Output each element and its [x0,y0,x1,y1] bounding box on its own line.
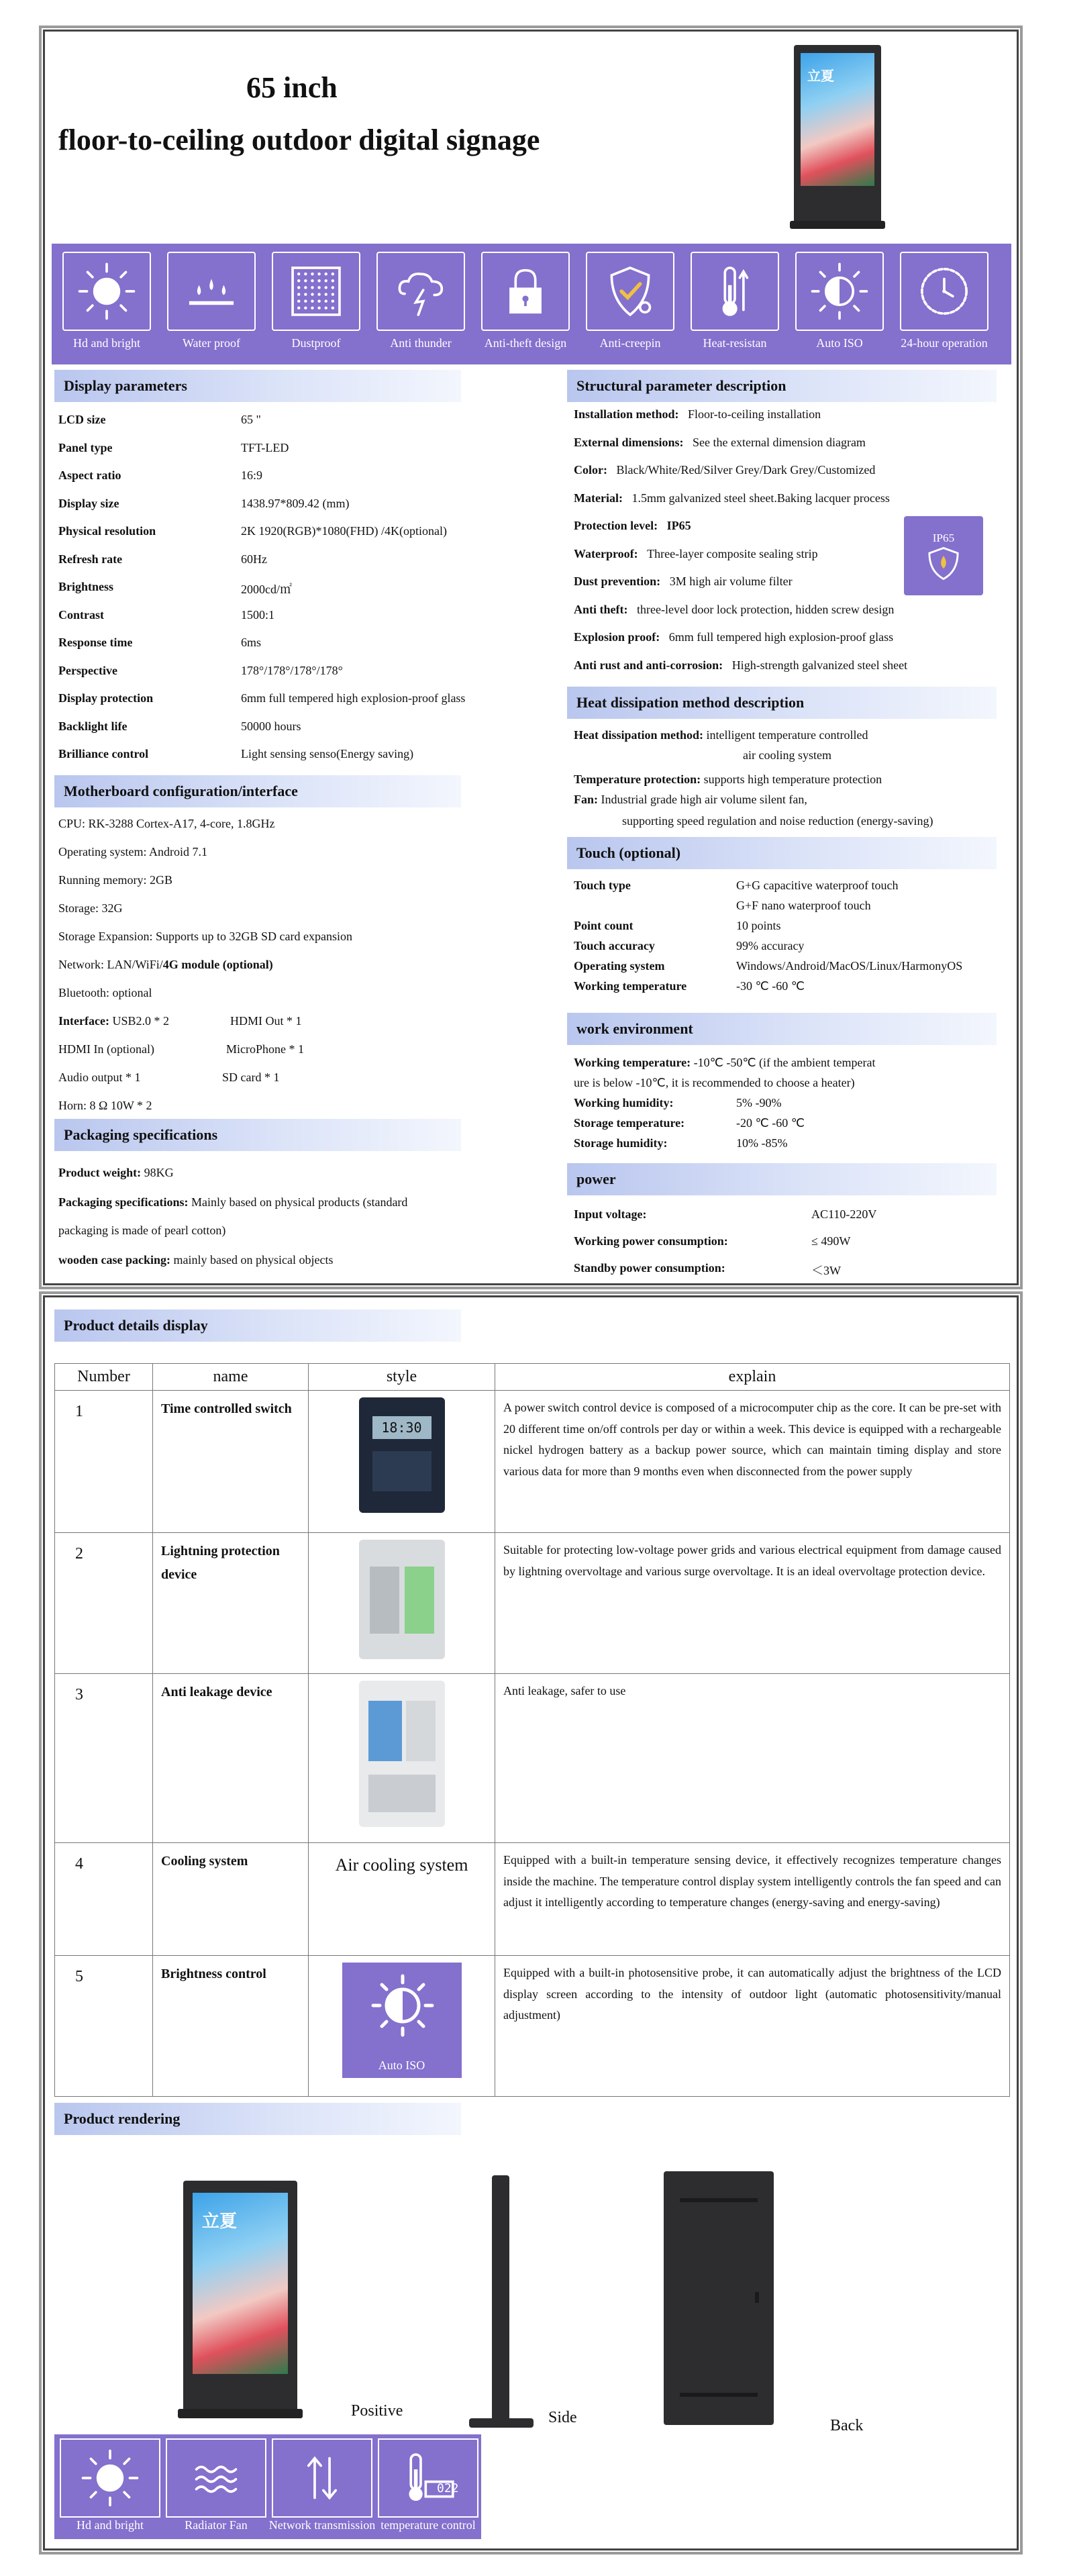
motherboard-heading: Motherboard configuration/interface [54,775,461,807]
row-name: Time controlled switch [153,1391,309,1533]
structural-value: Three-layer composite sealing strip [647,546,818,560]
structural-heading: Structural parameter description [567,370,997,402]
heat-fan: Fan: Industrial grade high air volume silent fan, [574,793,807,806]
heat-method: Heat dissipation method: intelligent temperature controlled [574,728,868,742]
mb-hdmi-out: HDMI Out * 1 [230,1014,302,1028]
display-value: 178°/178°/178°/178° [241,663,343,677]
mb-horn: Horn: 8 Ω 10W * 2 [58,1099,152,1112]
kiosk-front-image [183,2181,297,2416]
display-key: LCD size [58,413,106,426]
structural-row [574,519,691,533]
feature-label: Anti-creepin [599,336,661,350]
temp-display-text: 022 [437,2481,459,2495]
touch-key: Operating system [574,959,665,973]
label-back: Back [830,2417,864,2434]
feature-tile [795,252,884,331]
display-parameters-heading: Display parameters [54,370,461,402]
mb-hdmi-in: HDMI In (optional) [58,1042,154,1056]
feature-label: Dustproof [291,336,341,350]
feature-tile [272,252,360,331]
bottom-feature-label: Network transmission [268,2518,376,2532]
env-key: Storage humidity: [574,1136,668,1150]
feature-label: Auto ISO [816,336,863,350]
feature-label: Water proof [182,336,240,350]
time-switch-display: 18:30 [372,1416,432,1439]
touch-value: 10 points [736,919,781,932]
structural-key: Anti rust and anti-corrosion: [574,658,723,672]
display-key: Brightness [58,580,114,593]
structural-row [574,463,875,477]
structural-row [574,575,793,589]
feature-tile [376,252,465,331]
dust-grid-icon [285,260,347,322]
thermometer-icon [704,260,766,322]
feature-label: Anti thunder [390,336,452,350]
pk-spec-2: packaging is made of pearl cotton) [58,1224,226,1237]
svg-text:IP65: IP65 [932,531,955,544]
mb-os: Operating system: Android 7.1 [58,845,207,858]
display-key: Display protection [58,691,154,705]
auto-iso-label: Auto ISO [378,2059,425,2072]
table-row [55,1533,1010,1674]
display-value: 1500:1 [241,607,275,622]
table-row [55,1956,1010,2097]
table-row [55,1843,1010,1956]
mb-network: Network: LAN/WiFi/4G module (optional) [58,958,273,971]
power-key: Working power consumption: [574,1234,728,1248]
row-name: Anti leakage device [153,1674,309,1843]
label-side: Side [548,2409,577,2426]
pk-weight: Product weight: 98KG [58,1166,174,1179]
env-working-temp-2: ure is below -10℃, it is recommended to choose a heater) [574,1076,855,1089]
auto-iso-tile [342,1963,462,2078]
structural-row [574,407,821,422]
row-explain: Suitable for protecting low-voltage power grids and various electrical equipment from damage caused by lightning overvoltage and various surge overvoltage. It is an ideal overvoltage protection device. [495,1533,1010,1674]
display-value: 60Hz [241,552,267,566]
row-style [309,1391,495,1533]
structural-value: Black/White/Red/Silver Grey/Dark Grey/Customized [616,463,876,477]
table-header-row [55,1364,1010,1391]
structural-key: Explosion proof: [574,630,660,644]
structural-value: High-strength galvanized steel sheet [731,658,908,672]
row-style [309,1533,495,1674]
label-positive: Positive [351,2402,403,2420]
env-working-temp: Working temperature: -10℃ -50℃ (if the ambient temperat [574,1056,876,1069]
power-value: ＜3W [811,1264,841,1277]
structural-key: Dust prevention: [574,575,661,588]
mb-storage: Storage: 32G [58,901,123,915]
heat-heading: Heat dissipation method description [567,687,997,719]
structural-row [574,491,890,505]
structural-key: Waterproof: [574,546,638,560]
display-key: Refresh rate [58,552,123,566]
structural-key: Material: [574,491,623,505]
mb-sd: SD card * 1 [222,1071,280,1084]
mb-expansion: Storage Expansion: Supports up to 32GB SD card expansion [58,930,352,943]
row-number: 4 [55,1843,153,1956]
structural-key: Protection level: [574,519,658,532]
row-name: Lightning protection device [153,1533,309,1674]
feature-label: 24-hour operation [901,336,988,350]
environment-heading: work environment [567,1013,997,1045]
feature-tile [691,252,779,331]
display-value: 2000cd/㎡ [241,583,292,596]
feature-tile [586,252,674,331]
structural-row [574,658,907,673]
half-sun-icon [369,1972,436,2039]
col-name: name [153,1364,309,1391]
display-value: 2K 1920(RGB)*1080(FHD) /4K(optional) [241,524,447,538]
hero-kiosk-image [794,45,881,228]
arrows-icon [291,2447,353,2509]
power-value: AC110-220V [811,1207,877,1221]
col-style: style [309,1364,495,1391]
sun-icon [79,2447,141,2509]
row-explain: Equipped with a built-in temperature sensing device, it effectively recognizes temperature changes inside the machine. The temperature control display system intelligently controls the fan speed and can adjust it intelligently according to temperature changes (energy-saving and energy-saving) [495,1843,1010,1956]
row-style [309,1674,495,1843]
structural-row [574,436,866,450]
touch-value: Windows/Android/MacOS/Linux/HarmonyOS [736,959,963,973]
display-value: 6ms [241,636,262,649]
env-key: Storage temperature: [574,1116,685,1130]
col-explain: explain [495,1364,1010,1391]
row-explain: Anti leakage, safer to use [495,1674,1010,1843]
display-value: 16:9 [241,468,263,482]
rendering-heading: Product rendering [54,2103,461,2135]
kiosk-back-image [664,2171,774,2425]
thunder-cloud-icon [390,260,452,322]
power-key: Standby power consumption: [574,1261,725,1275]
mb-cpu: CPU: RK-3288 Cortex-A17, 4-core, 1.8GHz [58,817,275,830]
structural-value: See the external dimension diagram [693,435,866,449]
structural-row [574,603,894,617]
feature-tile [481,252,570,331]
mb-ram: Running memory: 2GB [58,873,172,887]
mb-bluetooth: Bluetooth: optional [58,986,152,999]
front-screen-text: 立夏 [202,2212,238,2231]
table-row [55,1674,1010,1843]
power-heading: power [567,1163,997,1195]
touch-key: Working temperature [574,979,687,993]
row-name: Cooling system [153,1843,309,1956]
touch-value: -30 ℃ -60 ℃ [736,979,805,993]
title-size: 65 inch [246,71,338,104]
env-value: -20 ℃ -60 ℃ [736,1116,805,1130]
fan-icon [185,2447,247,2509]
structural-row [574,630,893,644]
row-style: Air cooling system [309,1843,495,1956]
display-value: 50000 hours [241,719,301,733]
thermometer-display-icon [397,2447,459,2509]
structural-value: 6mm full tempered high explosion-proof glass [668,630,894,644]
clock-icon [913,260,975,322]
touch-value: 99% accuracy [736,939,805,952]
display-value: TFT-LED [241,440,289,454]
kiosk-side-image [492,2175,509,2421]
display-value: 1438.97*809.42 (mm) [241,496,350,510]
display-value: 65 " [241,413,261,426]
lightning-protector-image [359,1540,445,1659]
power-key: Input voltage: [574,1207,647,1221]
touch-key: Point count [574,919,633,932]
display-key: Brilliance control [58,747,149,760]
display-key: Contrast [58,607,104,622]
structural-key: Anti theft: [574,602,628,616]
mb-audio: Audio output * 1 [58,1071,141,1084]
bottom-feature-tile [272,2438,372,2518]
row-number: 2 [55,1533,153,1674]
display-key: Display size [58,496,119,510]
bottom-feature-label: Hd and bright [77,2518,144,2532]
touch-value: G+F nano waterproof touch [736,899,871,912]
bottom-feature-tile [166,2438,266,2518]
env-value: 10% -85% [736,1136,788,1150]
row-explain: A power switch control device is composed of a microcomputer chip as the core. It can be pre-set with 20 different time on/off controls per day or within a week. This device is equipped with a rechargeable nickel hydrogen battery as a backup power source, which can maintain timing display and store various data for more than 9 months even when disconnected from the power supply [495,1391,1010,1533]
pk-spec: Packaging specifications: Mainly based on physical products (standard [58,1195,408,1209]
packaging-heading: Packaging specifications [54,1119,461,1151]
display-value: 6mm full tempered high explosion-proof glass [241,691,466,705]
structural-value: three-level door lock protection, hidden screw design [636,602,895,616]
display-key: Panel type [58,440,113,454]
sun-icon [76,260,138,322]
row-number: 1 [55,1391,153,1533]
row-number: 3 [55,1674,153,1843]
kiosk-side-base [469,2418,534,2428]
bottom-feature-tile [60,2438,160,2518]
structural-value: 1.5mm galvanized steel sheet.Baking lacquer process [631,491,890,505]
ip65-badge [904,516,983,595]
hero-screen-text: 立夏 [807,69,834,84]
row-explain: Equipped with a built-in photosensitive probe, it can automatically adjust the brightness of the LCD display screen according to the intensity of outdoor light (automatic photosensitivity/manual adjustment) [495,1956,1010,2097]
bottom-feature-label: temperature control [381,2518,476,2532]
pk-wood: wooden case packing: mainly based on physical objects [58,1253,334,1267]
lock-icon [495,260,556,322]
shield-check-icon [599,260,661,322]
env-value: 5% -90% [736,1096,782,1109]
heat-method-2: air cooling system [743,748,831,762]
touch-key: Touch type [574,879,631,892]
touch-value: G+G capacitive waterproof touch [736,879,899,892]
half-sun-icon [809,260,870,322]
details-heading: Product details display [54,1309,461,1342]
col-number: Number [55,1364,153,1391]
structural-key: External dimensions: [574,435,684,449]
product-details-panel [43,1295,1019,2550]
feature-label: Hd and bright [73,336,140,350]
structural-value: 3M high air volume filter [669,575,793,588]
table-row [55,1391,1010,1533]
feature-label: Anti-theft design [484,336,567,350]
details-table [54,1363,1010,2097]
row-style [309,1956,495,2097]
structural-value: Floor-to-ceiling installation [688,407,821,421]
display-key: Physical resolution [58,524,156,538]
display-key: Response time [58,636,133,649]
mb-interface: Interface: USB2.0 * 2 [58,1014,169,1028]
touch-heading: Touch (optional) [567,837,997,869]
structural-key: Installation method: [574,407,679,421]
touch-key: Touch accuracy [574,939,655,952]
feature-tile [167,252,256,331]
structural-value: IP65 [666,519,691,532]
time-switch-image [359,1397,445,1513]
heat-temp: Temperature protection: supports high temperature protection [574,773,882,786]
row-number: 5 [55,1956,153,2097]
water-drops-icon [181,260,242,322]
title-product: floor-to-ceiling outdoor digital signage [58,123,540,156]
mb-microphone: MicroPhone * 1 [226,1042,304,1056]
heat-fan-2: supporting speed regulation and noise reduction (energy-saving) [622,814,933,828]
env-key: Working humidity: [574,1096,674,1109]
display-key: Aspect ratio [58,468,121,482]
structural-key: Color: [574,463,607,477]
spec-sheet-panel [43,30,1019,1285]
display-key: Backlight life [58,719,128,733]
bottom-feature-tile [378,2438,478,2518]
feature-tile [62,252,151,331]
power-value: ≤ 490W [811,1234,851,1248]
leakage-breaker-image [359,1681,445,1827]
display-value: Light sensing senso(Energy saving) [241,747,414,760]
row-name: Brightness control [153,1956,309,2097]
feature-label: Heat-resistan [703,336,767,350]
feature-tile [900,252,988,331]
bottom-feature-label: Radiator Fan [185,2518,248,2532]
structural-row [574,547,818,561]
display-key: Perspective [58,663,117,677]
